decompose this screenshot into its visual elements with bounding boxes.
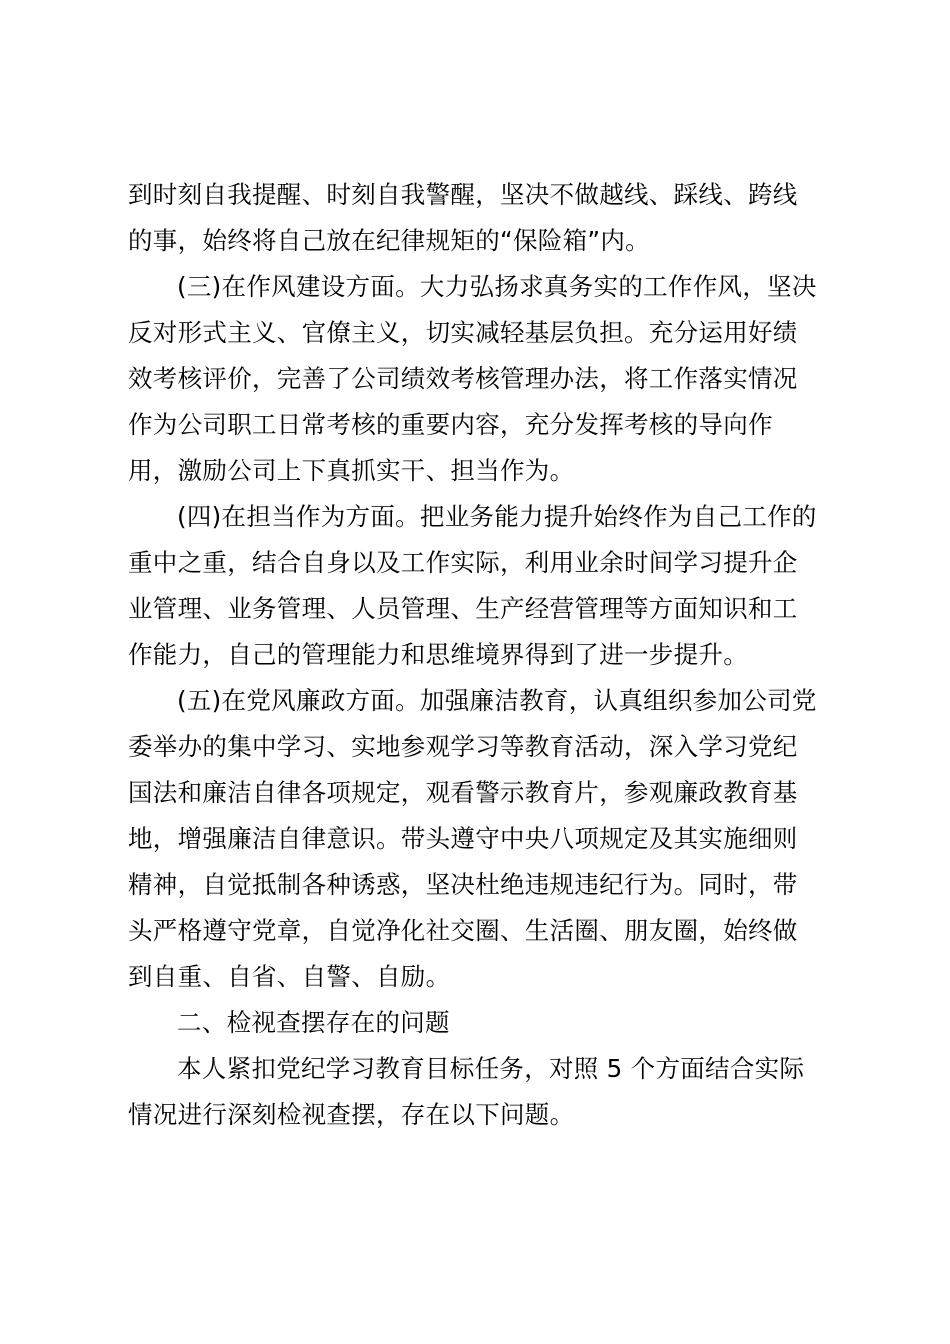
text-line-21: 情况进行深刻检视查摆，存在以下问题。	[128, 1100, 575, 1129]
text-line-10: 业管理、业务管理、人员管理、生产经营管理等方面知识和工	[128, 594, 798, 623]
text-line-1: 到时刻自我提醒、时刻自我警醒，坚决不做越线、踩线、跨线	[128, 180, 798, 209]
section-three-heading-line: (三)在作风建设方面。大力弘扬求真务实的工作作风，坚决	[177, 272, 817, 301]
text-line-5: 效考核评价，完善了公司绩效考核管理办法，将工作落实情况	[128, 364, 798, 393]
text-line-18: 到自重、自省、自警、自励。	[128, 962, 451, 991]
text-line-9: 重中之重，结合自身以及工作实际，利用业余时间学习提升企	[128, 548, 798, 577]
text-line-20: 本人紧扣党纪学习教育目标任务，对照 5 个方面结合实际	[177, 1054, 805, 1083]
text-line-11: 作能力，自己的管理能力和思维境界得到了进一步提升。	[128, 640, 748, 669]
section-four-heading-line: (四)在担当作为方面。把业务能力提升始终作为自己工作的	[177, 502, 817, 531]
text-line-16: 精神，自觉抵制各种诱惑，坚决杜绝违规违纪行为。同时，带	[128, 870, 798, 899]
text-line-2: 的事，始终将自己放在纪律规矩的“保险箱”内。	[128, 226, 650, 255]
text-line-17: 头严格遵守党章，自觉净化社交圈、生活圈、朋友圈，始终做	[128, 916, 798, 945]
section-two-heading: 二、检视查摆存在的问题	[177, 1008, 450, 1037]
text-line-4: 反对形式主义、官僚主义，切实减轻基层负担。充分运用好绩	[128, 318, 798, 347]
text-line-14: 国法和廉洁自律各项规定，观看警示教育片，参观廉政教育基	[128, 778, 798, 807]
text-line-6: 作为公司职工日常考核的重要内容，充分发挥考核的导向作	[128, 410, 773, 439]
section-five-heading-line: (五)在党风廉政方面。加强廉洁教育，认真组织参加公司党	[177, 686, 817, 715]
text-line-7: 用，激励公司上下真抓实干、担当作为。	[128, 456, 575, 485]
text-line-13: 委举办的集中学习、实地参观学习等教育活动，深入学习党纪	[128, 732, 798, 761]
document-body	[128, 172, 830, 1138]
text-line-15: 地，增强廉洁自律意识。带头遵守中央八项规定及其实施细则	[128, 824, 798, 853]
